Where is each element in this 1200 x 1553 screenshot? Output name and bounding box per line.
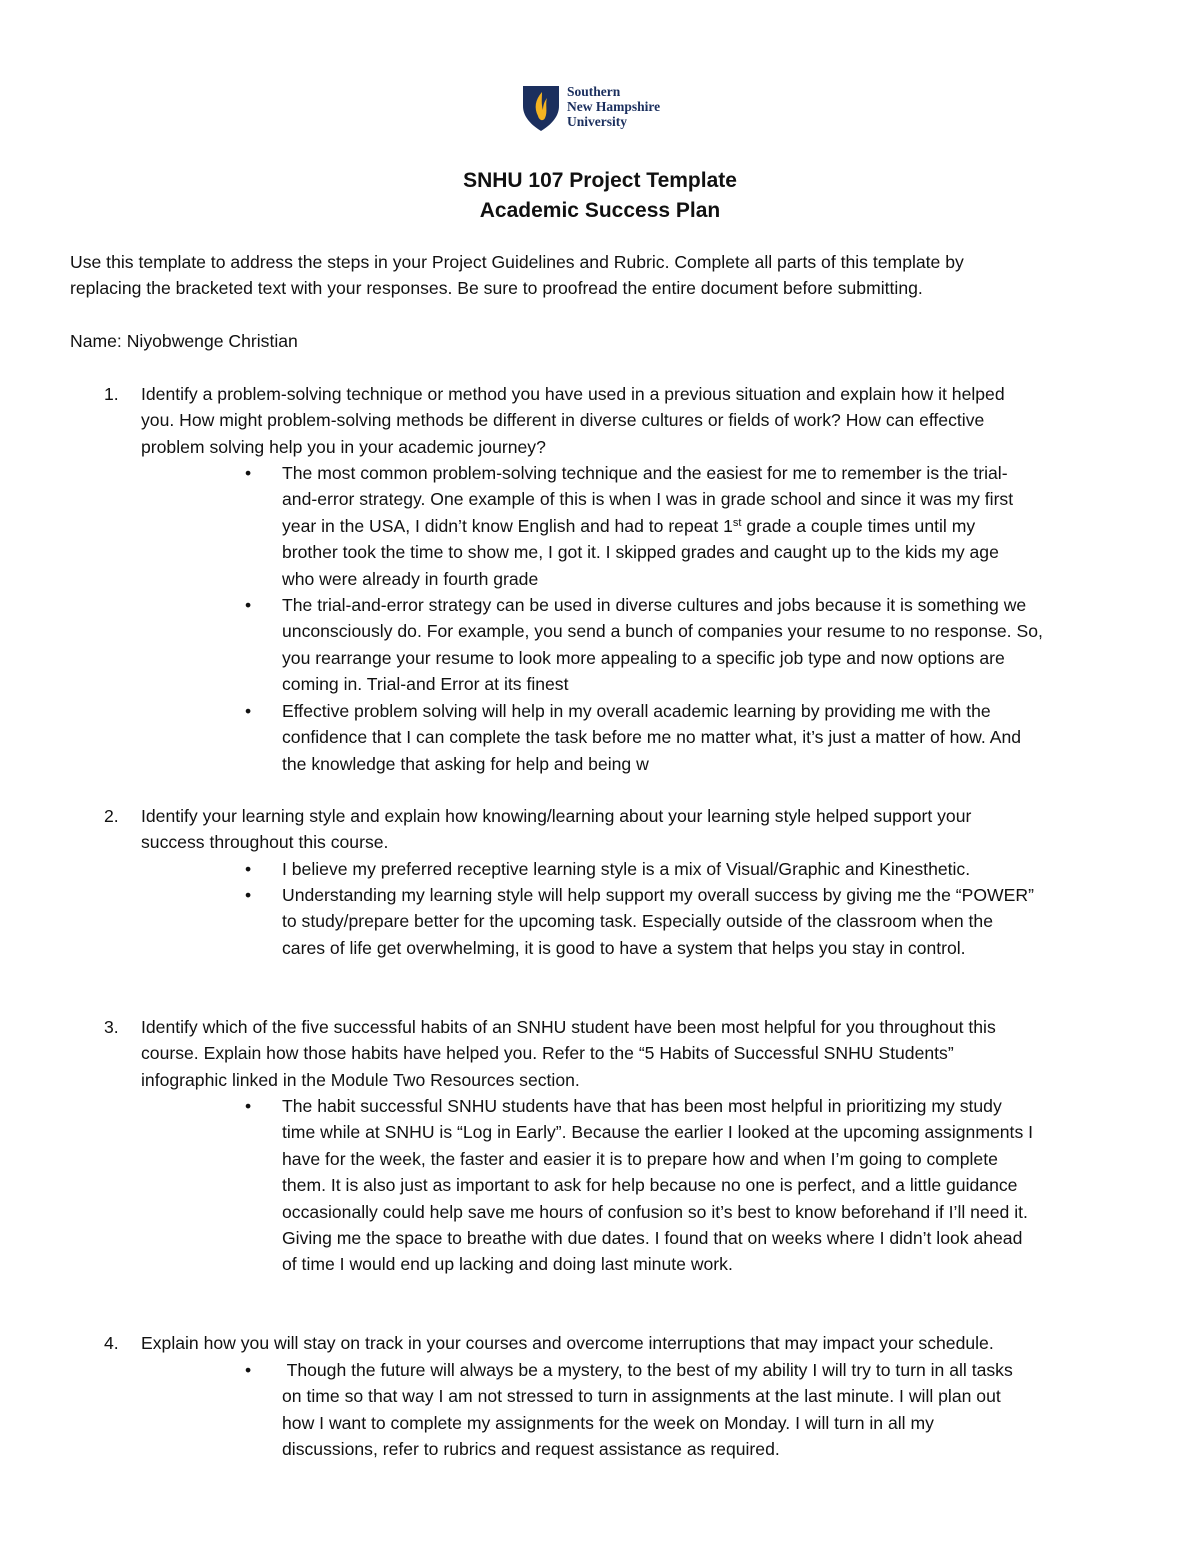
- bullet-line: The most common problem-solving technique and the easiest for me to remember is the trial-: [282, 463, 1008, 483]
- title-line-1: SNHU 107 Project Template: [463, 169, 737, 192]
- bullet-line: them. It is also just as important to ask for help because no one is perfect, and a little guidance: [282, 1175, 1018, 1196]
- bullet-line: and-error strategy. One example of this is when I was in grade school and since it was my first: [282, 489, 1014, 510]
- bullet-line: time while at SNHU is “Log in Early”. Because the earlier I looked at the upcoming assignments I: [282, 1122, 1034, 1143]
- logo-line-1: Southern: [567, 84, 621, 99]
- title-line-2: Academic Success Plan: [479, 199, 721, 222]
- bullet-icon: •: [245, 885, 252, 905]
- bullet-line: the knowledge that asking for help and being w: [282, 753, 649, 774]
- bullet-line: confidence that I can complete the task before me no matter what, it’s just a matter of how. And: [282, 727, 1022, 748]
- question-text: [141, 1014, 996, 1093]
- bullet-line-part: grade a couple times until my: [741, 515, 976, 536]
- intro-line: Use this template to address the steps in your Project Guidelines and Rubric. Complete all parts of this template by: [70, 252, 964, 272]
- bullet-line: Though the future will always be a mystery, to the best of my ability I will try to turn in all tasks: [282, 1360, 1013, 1380]
- question-number: 4.: [104, 1333, 119, 1353]
- superscript: st: [732, 516, 742, 529]
- bullet-icon: •: [245, 463, 252, 483]
- bullet-line: brother took the time to show me, I got it. I skipped grades and caught up to the kids my age: [282, 542, 999, 563]
- snhu-logo: [521, 84, 691, 134]
- bullet-line: of time I would end up lacking and doing last minute work.: [282, 1254, 733, 1275]
- question-number: 1.: [104, 384, 119, 404]
- bullet-line-part: year in the USA, I didn’t know English and had to repeat 1: [282, 515, 733, 536]
- bullet-line: discussions, refer to rubrics and request assistance as required.: [282, 1439, 780, 1460]
- bullet-text: [282, 1093, 1033, 1278]
- question-line: infographic linked in the Module Two Resources section.: [141, 1069, 580, 1090]
- bullet-icon: •: [245, 1360, 252, 1380]
- question-number: 2.: [104, 806, 119, 826]
- bullet-line: to study/prepare better for the upcoming task. Especially outside of the classroom when the: [282, 911, 993, 932]
- bullet-line: I believe my preferred receptive learning style is a mix of Visual/Graphic and Kinesthetic.: [282, 859, 971, 879]
- bullet-icon: •: [245, 1096, 252, 1116]
- intro-line: replacing the bracketed text with your responses. Be sure to proofread the entire document before submitting.: [70, 278, 923, 299]
- logo-wordmark: [567, 84, 660, 129]
- bullet-line: Effective problem solving will help in my overall academic learning by providing me with the: [282, 701, 991, 721]
- bullet-text: [282, 1357, 1013, 1463]
- question-line: course. Explain how those habits have helped you. Refer to the “5 Habits of Successful SNHU Students”: [141, 1043, 954, 1064]
- bullet-line: coming in. Trial-and Error at its finest: [282, 674, 569, 695]
- bullet-icon: •: [245, 595, 252, 615]
- bullet-line: on time so that way I am not stressed to turn in assignments at the last minute. I will plan out: [282, 1386, 1001, 1407]
- intro-paragraph: [70, 249, 964, 302]
- bullet-line: you rearrange your resume to look more appealing to a specific job type and now options are: [282, 647, 1005, 668]
- question-text: [141, 381, 1005, 460]
- bullet-text: [282, 882, 1034, 961]
- question-number: 3.: [104, 1017, 119, 1037]
- question-line: Identify your learning style and explain how knowing/learning about your learning style helped support your: [141, 806, 972, 826]
- question-line: success throughout this course.: [141, 832, 389, 853]
- bullet-line: Understanding my learning style will help support my overall success by giving me the “POWER”: [282, 885, 1034, 905]
- shield-icon: [521, 84, 561, 132]
- document-title: [0, 166, 1200, 226]
- logo-line-2: New Hampshire: [567, 99, 661, 114]
- question-line: Identify a problem-solving technique or method you have used in a previous situation and explain how it helped: [141, 384, 1005, 404]
- bullet-icon: •: [245, 701, 252, 721]
- logo-line-3: University: [567, 114, 627, 129]
- bullet-text: [282, 592, 1043, 698]
- question-line: Explain how you will stay on track in your courses and overcome interruptions that may impact your schedule.: [141, 1333, 994, 1353]
- bullet-icon: •: [245, 859, 252, 879]
- student-name: Name: Niyobwenge Christian: [70, 331, 298, 351]
- bullet-line: [282, 513, 1013, 539]
- bullet-line: have for the week, the faster and easier it is to prepare how and when I’m going to complete: [282, 1148, 998, 1169]
- question-text: [141, 1330, 994, 1356]
- question-text: [141, 803, 971, 856]
- bullet-line: cares of life get overwhelming, it is good to have a system that helps you stay in control.: [282, 937, 966, 958]
- bullet-text: [282, 460, 1013, 592]
- bullet-text: [282, 856, 970, 882]
- question-line: you. How might problem-solving methods be different in diverse cultures or fields of work? How can effective: [141, 410, 985, 431]
- bullet-line: Giving me the space to breathe with due dates. I found that on weeks where I didn’t look ahead: [282, 1228, 1023, 1249]
- bullet-line: The trial-and-error strategy can be used in diverse cultures and jobs because it is something we: [282, 595, 1027, 615]
- bullet-text: [282, 698, 1021, 777]
- bullet-line: how I want to complete my assignments for the week on Monday. I will turn in all my: [282, 1412, 934, 1433]
- bullet-line: unconsciously do. For example, you send a bunch of companies your resume to no response. So,: [282, 621, 1043, 642]
- bullet-line: occasionally could help save me hours of confusion so it’s best to know beforehand if I’ll need it.: [282, 1201, 1028, 1222]
- bullet-line: The habit successful SNHU students have that has been most helpful in prioritizing my study: [282, 1096, 1002, 1116]
- question-line: Identify which of the five successful habits of an SNHU student have been most helpful for you throughout this: [141, 1017, 996, 1037]
- bullet-line: who were already in fourth grade: [282, 568, 539, 589]
- question-line: problem solving help you in your academic journey?: [141, 436, 546, 457]
